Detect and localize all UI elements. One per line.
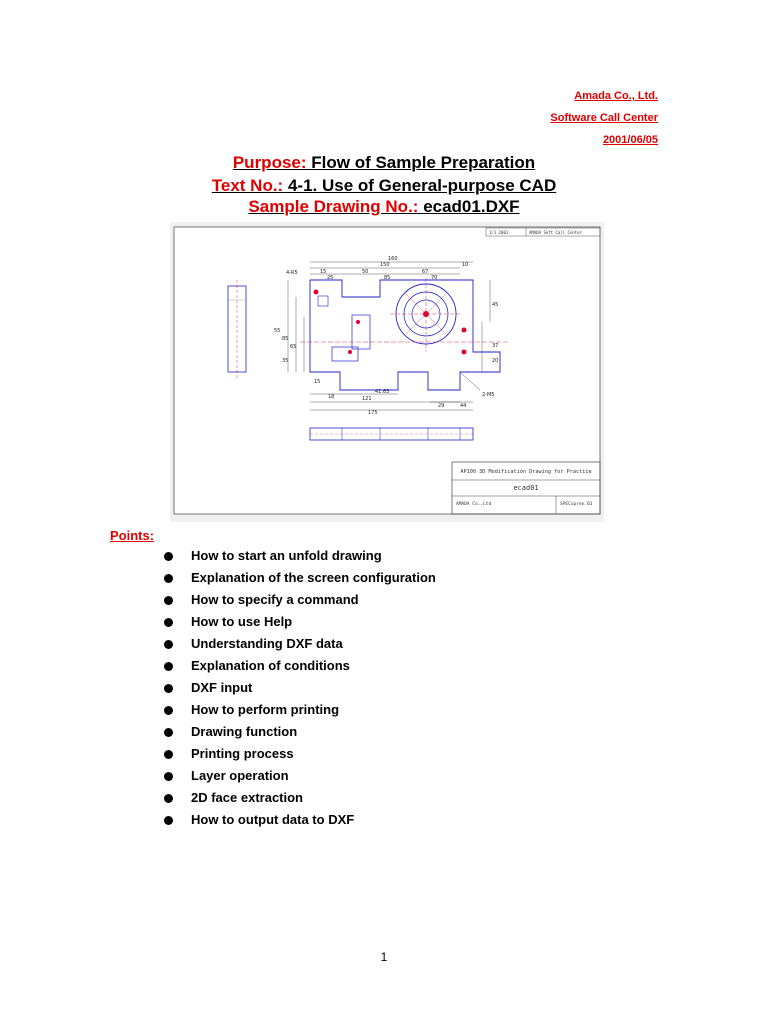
list-item [164, 656, 436, 678]
dim-2-m5: 2-M5 [482, 392, 495, 398]
list-item [164, 700, 436, 722]
cad-drawing [170, 222, 604, 522]
bullet-icon [164, 794, 173, 803]
list-item-label: How to perform printing [191, 702, 340, 717]
dim-44: 44 [460, 403, 467, 409]
list-item-label: Printing process [191, 746, 294, 761]
bullet-icon [164, 816, 173, 825]
list-item-label: Explanation of the screen configuration [191, 570, 436, 585]
dim-85: 85 [384, 275, 391, 281]
list-item [164, 590, 436, 612]
dim-35: 35 [282, 358, 289, 364]
dim-45: 45 [492, 302, 499, 308]
drawing-no-line [0, 197, 768, 217]
list-item-label: Understanding DXF data [191, 636, 343, 651]
text-no-value: 4-1. Use of General-purpose CAD [287, 176, 557, 195]
points-heading: Points: [110, 528, 155, 543]
list-item-label: Drawing function [191, 724, 298, 739]
department-name: Software Call Center [550, 112, 658, 124]
page-number: 1 [380, 950, 388, 964]
list-item [164, 634, 436, 656]
purpose-value: Flow of Sample Preparation [311, 153, 536, 172]
dim-15-bottom: 15 [314, 379, 321, 385]
bullet-icon [164, 552, 173, 561]
dim-15: 15 [320, 269, 327, 275]
bullet-icon [164, 596, 173, 605]
bullet-icon [164, 640, 173, 649]
purpose-line [0, 153, 768, 173]
list-item [164, 612, 436, 634]
dim-70: 70 [431, 275, 438, 281]
dim-29: 29 [438, 403, 445, 409]
text-no-label: Text No.: [211, 176, 284, 195]
dim-65: 65 [290, 344, 297, 350]
bullet-icon [164, 662, 173, 671]
list-item [164, 810, 436, 832]
dim-121: 121 [362, 396, 372, 402]
dim-41-63: 41.63 [375, 389, 390, 395]
bullet-icon [164, 684, 173, 693]
dim-175: 175 [368, 410, 378, 416]
list-item-label: How to output data to DXF [191, 812, 355, 827]
dim-67: 67 [422, 269, 429, 275]
bullet-icon [164, 728, 173, 737]
bullet-icon [164, 706, 173, 715]
list-item [164, 788, 436, 810]
dim-37: 37 [492, 343, 499, 349]
drawing-no-value: ecad01.DXF [423, 197, 520, 216]
title-block-name: ecad01 [513, 484, 539, 492]
list-item [164, 766, 436, 788]
dim-55: 55 [274, 328, 281, 334]
list-item-label: DXF input [191, 680, 253, 695]
dim-160: 160 [388, 256, 398, 262]
bullet-icon [164, 772, 173, 781]
title-block-company: AMADA Co.,Ltd [456, 502, 492, 507]
sample-drawing-image [170, 222, 604, 522]
company-name: Amada Co., Ltd. [574, 90, 658, 102]
dim-4-r5: 4-R5 [286, 270, 298, 276]
header-dept-text: AMADA Soft Call Center [529, 230, 582, 235]
text-no-line [0, 176, 768, 196]
points-list [164, 546, 436, 832]
dim-20: 20 [492, 358, 499, 364]
dim-18: 18 [328, 394, 335, 400]
list-item [164, 744, 436, 766]
drawing-no-label: Sample Drawing No.: [248, 197, 419, 216]
list-item-label: Explanation of conditions [191, 658, 350, 673]
bullet-icon [164, 618, 173, 627]
dim-85-left: 85 [282, 336, 289, 342]
list-item [164, 722, 436, 744]
document-date: 2001/06/05 [602, 134, 658, 146]
title-block-title: AP100 3D Modification Drawing for Practice [460, 469, 592, 475]
dim-150: 150 [380, 262, 390, 268]
list-item [164, 568, 436, 590]
dim-10: 10 [462, 262, 469, 268]
list-item-label: How to start an unfold drawing [191, 548, 382, 563]
list-item [164, 546, 436, 568]
bullet-icon [164, 750, 173, 759]
bullet-icon [164, 574, 173, 583]
list-item-label: How to use Help [191, 614, 293, 629]
list-item-label: 2D face extraction [191, 790, 303, 805]
dim-25: 25 [327, 275, 334, 281]
purpose-label: Purpose: [232, 153, 307, 172]
title-block-code: SPECsprex.01 [560, 502, 593, 507]
list-item-label: Layer operation [191, 768, 289, 783]
list-item [164, 678, 436, 700]
dim-50: 50 [362, 269, 369, 275]
list-item-label: How to specify a command [191, 592, 359, 607]
header-scale-text: 1/1 2001 [489, 230, 509, 235]
